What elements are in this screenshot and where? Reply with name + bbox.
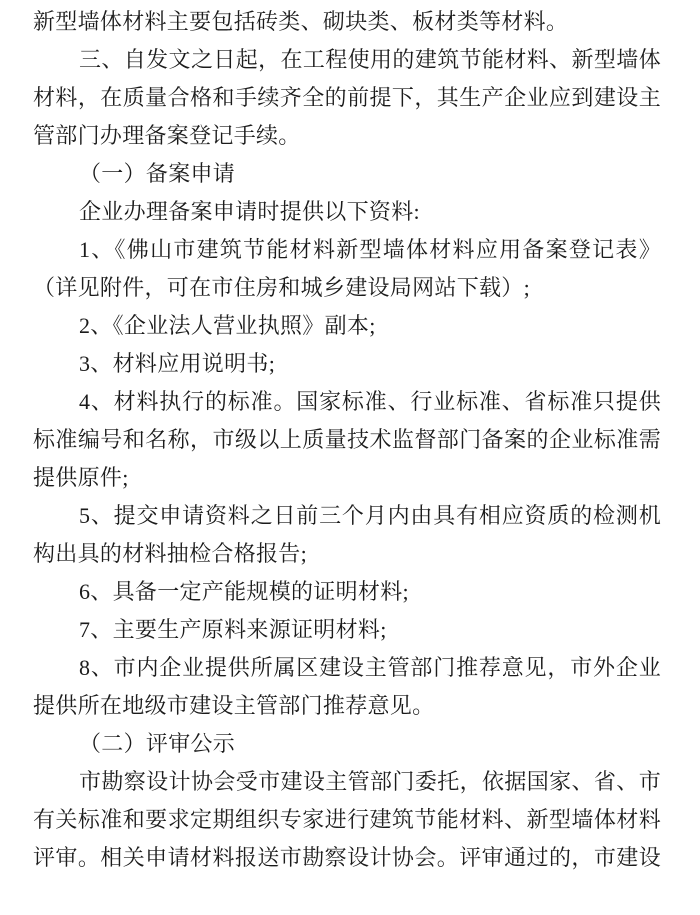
text-line: 5、提交申请资料之日前三个月内由具有相应资质的检测机 (79, 503, 661, 528)
text-line: （详见附件，可在市住房和城乡建设局网站下载）; (33, 275, 531, 300)
text-line: 构出具的材料抽检合格报告; (33, 541, 308, 566)
text-line: 提供原件; (33, 465, 129, 490)
text-line: 新型墙体材料主要包括砖类、砌块类、板材类等材料。 (33, 9, 569, 34)
text-line: 企业办理备案申请时提供以下资料: (79, 199, 420, 224)
text-line: 有关标准和要求定期组织专家进行建筑节能材料、新型墙体材料 (33, 807, 661, 832)
text-line: 2、《企业法人营业执照》副本; (79, 313, 376, 338)
text-line: 市勘察设计协会受市建设主管部门委托，依据国家、省、市 (79, 769, 661, 794)
text-line: 6、具备一定产能规模的证明材料; (79, 579, 409, 604)
text-line: 评审。相关申请材料报送市勘察设计协会。评审通过的，市建设 (33, 845, 661, 870)
text-line: 管部门办理备案登记手续。 (33, 123, 301, 148)
text-line: 三、自发文之日起，在工程使用的建筑节能材料、新型墙体 (79, 47, 661, 72)
text-line: （一）备案申请 (79, 161, 236, 186)
text-line: 提供所在地级市建设主管部门推荐意见。 (33, 693, 435, 718)
document-text-block (33, 3, 661, 877)
text-line: 7、主要生产原料来源证明材料; (79, 617, 387, 642)
text-line: 8、市内企业提供所属区建设主管部门推荐意见，市外企业 (79, 655, 661, 680)
text-line: 材料，在质量合格和手续齐全的前提下，其生产企业应到建设主 (33, 85, 661, 110)
text-line: 4、材料执行的标准。国家标准、行业标准、省标准只提供 (79, 389, 661, 414)
text-line: 1、《佛山市建筑节能材料新型墙体材料应用备案登记表》 (79, 237, 661, 262)
text-line: 标准编号和名称，市级以上质量技术监督部门备案的企业标准需 (33, 427, 661, 452)
text-line: （二）评审公示 (79, 731, 236, 756)
text-line: 3、材料应用说明书; (79, 351, 276, 376)
